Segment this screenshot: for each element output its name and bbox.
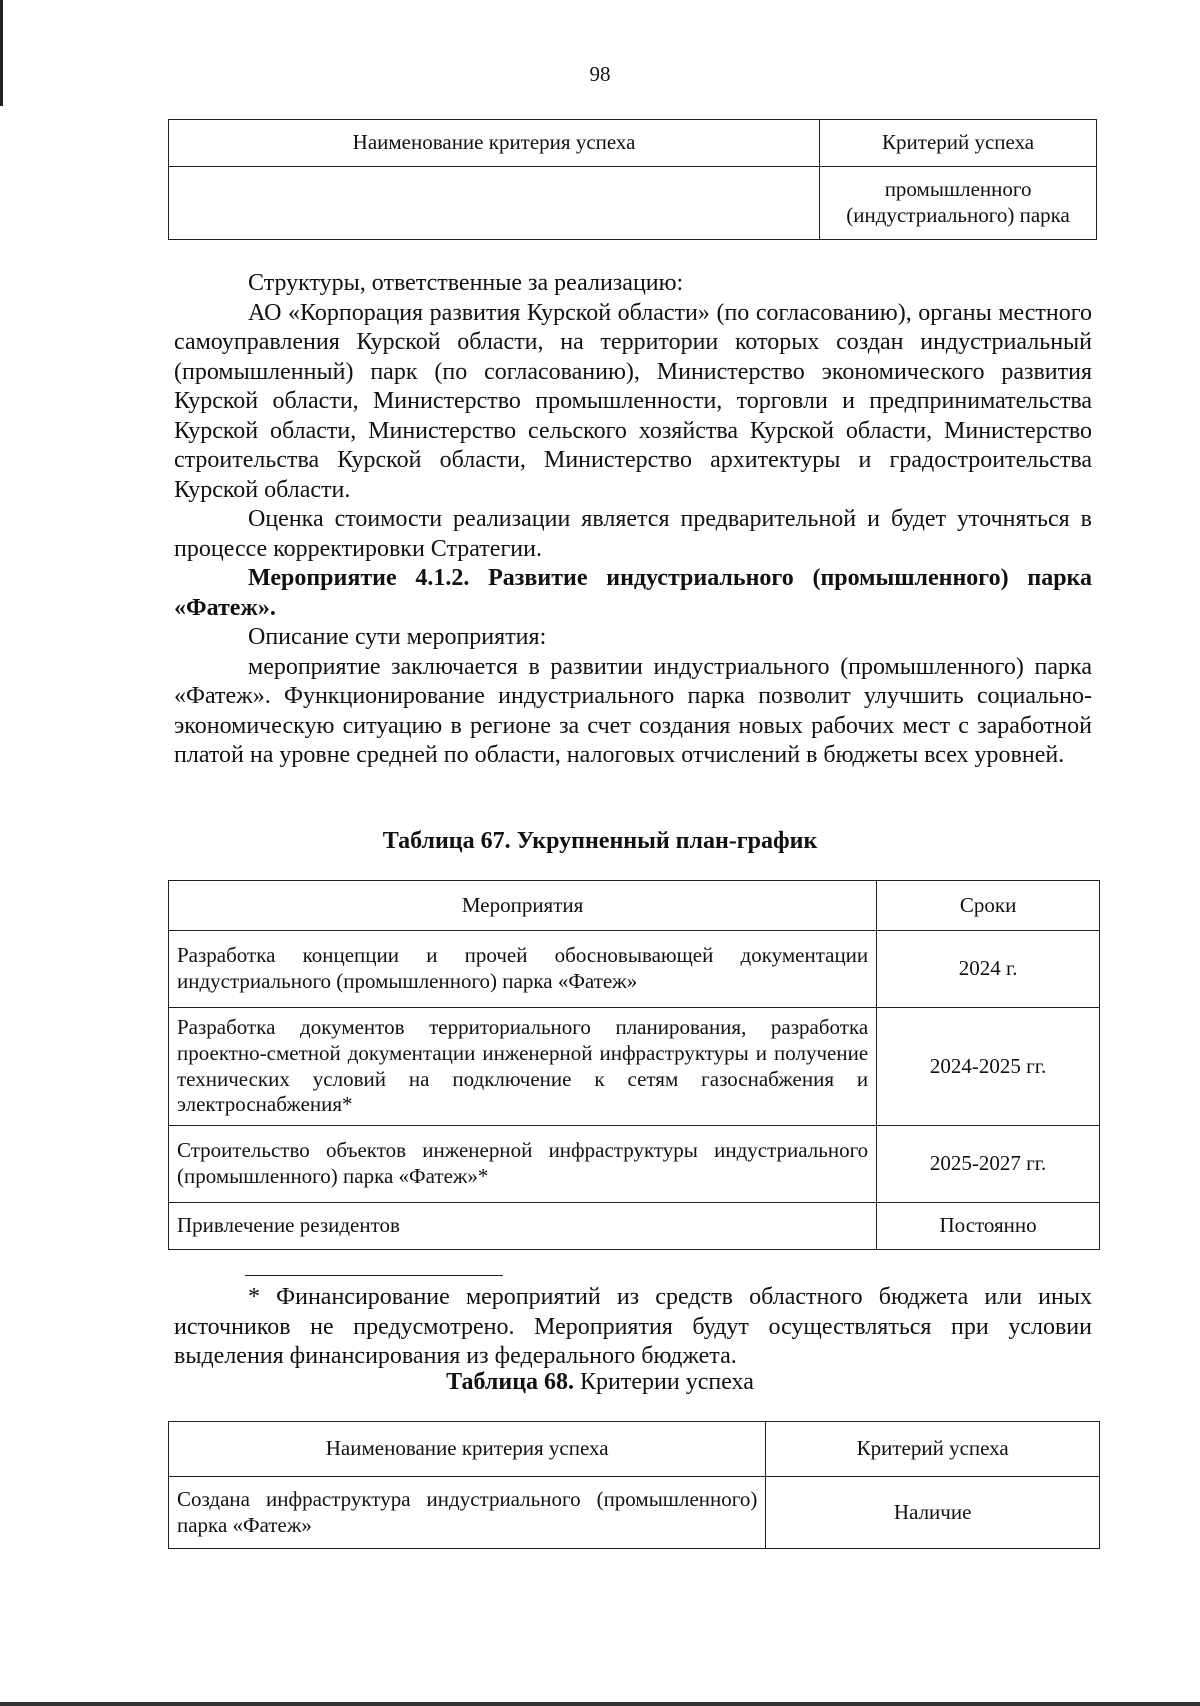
measure-term-cell: Постоянно	[877, 1203, 1100, 1250]
criterion-value-cell: Наличие	[766, 1477, 1100, 1549]
column-header-criterion: Критерий успеха	[820, 120, 1097, 167]
table-row	[169, 1203, 1100, 1250]
criterion-name-cell	[169, 167, 820, 240]
table-row	[169, 1477, 1100, 1549]
table-header-row	[169, 120, 1097, 167]
scan-edge-left	[0, 0, 3, 106]
table-68-caption-title: Критерии успеха	[574, 1369, 754, 1395]
measure-name-cell: Привлечение резидентов	[169, 1203, 877, 1250]
criterion-value-line-2: (индустриального) парка	[846, 203, 1070, 227]
column-header-criterion-name: Наименование критерия успеха	[169, 1422, 766, 1477]
top-criteria-table	[168, 119, 1097, 240]
table-68-caption-number: Таблица 68.	[446, 1369, 575, 1395]
table-header-row	[169, 1422, 1100, 1477]
table-68-success-criteria	[168, 1421, 1100, 1549]
measure-term-cell: 2024 г.	[877, 931, 1100, 1008]
table-row	[169, 167, 1097, 240]
criterion-value-line-1: промышленного	[884, 177, 1032, 202]
responsible-heading: Структуры, ответственные за реализацию:	[248, 270, 684, 296]
footnote-text: * Финансирование мероприятий из средств областного бюджета или иных источников не предусмотрено. Мероприятия будут осуществляться при условии выделения финансирования из федерального бюджета.	[174, 1284, 1092, 1369]
footnote-rule	[245, 1275, 503, 1276]
measure-name-cell: Строительство объектов инженерной инфраструктуры индустриального (промышленного) парка «Фатеж»*	[169, 1126, 877, 1203]
measure-title: Мероприятие 4.1.2. Развитие индустриального (промышленного) парка «Фатеж».	[174, 565, 1092, 621]
cost-note: Оценка стоимости реализации является предварительной и будет уточняться в процессе корректировки Стратегии.	[174, 506, 1092, 562]
table-68-caption	[0, 1369, 1200, 1396]
page-number: 98	[589, 62, 611, 86]
description-heading: Описание сути мероприятия:	[248, 624, 547, 650]
table-67-plan-schedule	[168, 880, 1100, 1250]
table-row	[169, 1126, 1100, 1203]
column-header-terms: Сроки	[877, 881, 1100, 931]
table-67-caption: Таблица 67. Укрупненный план-график	[382, 828, 818, 854]
responsible-text: АО «Корпорация развития Курской области» (по согласованию), органы местного самоуправления Курской области, на территории которых создан индустриальный (промышленный) парк (по согласованию), Министерство экономического развития Курской области, Министерство промышленности, торговли и предпринимательства Курской области, Министерство сельского хозяйства Курской области, Министерство строительства Курской области, Министерство архитектуры и градостроительства Курской области.	[174, 299, 1092, 503]
criterion-value-cell	[820, 167, 1097, 240]
table-row	[169, 1008, 1100, 1126]
scan-edge-bottom	[0, 1702, 1200, 1706]
criterion-name-cell: Создана инфраструктура индустриального (промышленного) парка «Фатеж»	[169, 1477, 766, 1549]
column-header-criterion-name: Наименование критерия успеха	[169, 120, 820, 167]
description-text: мероприятие заключается в развитии индустриального (промышленного) парка «Фатеж». Функционирование индустриального парка позволит улучшить социально-экономическую ситуацию в регионе за счет создания новых рабочих мест с заработной платой на уровне средней по области, налоговых отчислений в бюджеты всех уровней.	[174, 653, 1092, 768]
table-row	[169, 931, 1100, 1008]
body-text	[174, 269, 1092, 771]
measure-term-cell: 2024-2025 гг.	[877, 1008, 1100, 1126]
table-header-row	[169, 881, 1100, 931]
measure-name-cell: Разработка концепции и прочей обосновывающей документации индустриального (промышленного) парка «Фатеж»	[169, 931, 877, 1008]
column-header-criterion: Критерий успеха	[766, 1422, 1100, 1477]
measure-term-cell: 2025-2027 гг.	[877, 1126, 1100, 1203]
footnote-block	[174, 1283, 1092, 1372]
measure-name-cell: Разработка документов территориального планирования, разработка проектно-сметной документации инженерной инфраструктуры и получение технических условий на подключение к сетям газоснабжения и электроснабжения*	[169, 1008, 877, 1126]
column-header-measures: Мероприятия	[169, 881, 877, 931]
